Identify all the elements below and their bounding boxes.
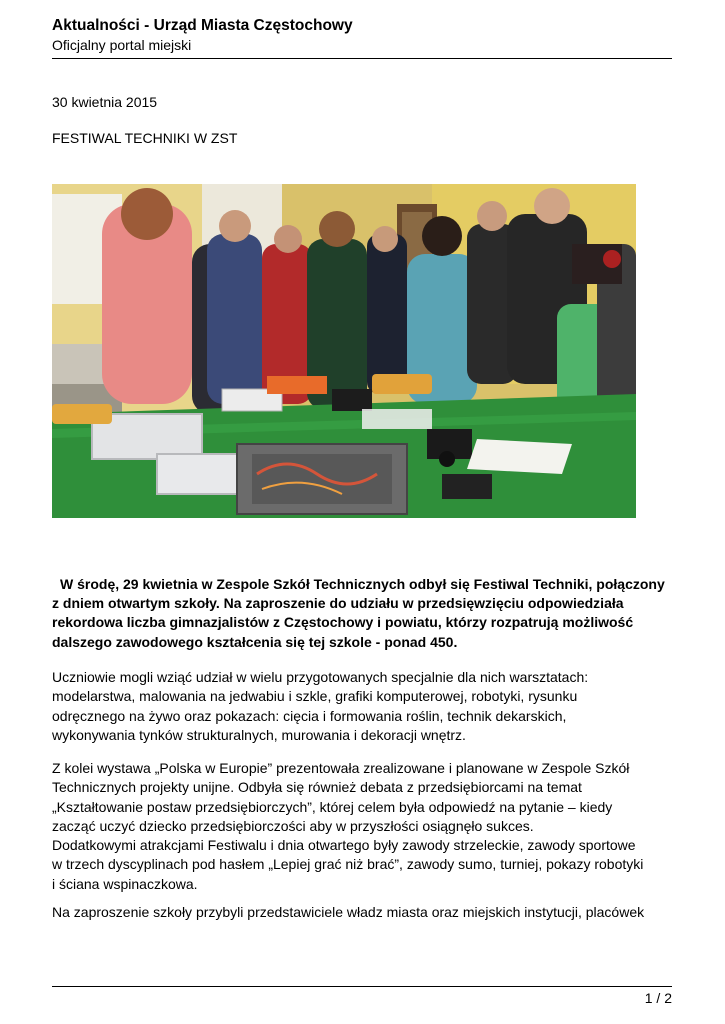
paragraph-line: Na zaproszenie szkoły przybyli przedstawiciele władz miasta oraz miejskich instytucji, placówek	[52, 904, 645, 920]
paragraph-line: Dodatkowymi atrakcjami Festiwalu i dnia otwartego były zawody strzeleckie, zawody sportowe	[52, 837, 636, 854]
article-date: 30 kwietnia 2015	[52, 94, 158, 110]
paragraph-line: odręcznego na żywo oraz pokazach: cięcia i formowania roślin, technik dekarskich,	[52, 707, 567, 724]
article-photo	[52, 184, 636, 518]
paragraph-line: zacząć uczyć dziecko przedsiębiorczości aby w przyszłości osiągnęło sukces.	[52, 817, 534, 834]
paragraph-line: „Kształtowanie postaw przedsiębiorczych”, której celem była odpowiedź na pytanie – kiedy	[52, 798, 613, 815]
article-paragraph-3	[52, 903, 677, 922]
article-lead: W środę, 29 kwietnia w Zespole Szkół Technicznych odbył się Festiwal Techniki, połączony z dniem otwartym szkoły. Na zaproszenie do udziału w przedsięwzięciu odpowiedziała rekordowa liczba gimnazjalistów z Częstochowy i powiatu, którzy rozpatrują możliwość dalszego zawodowego kształcenia się tej szkole - ponad 450.	[52, 576, 665, 650]
paragraph-line: modelarstwa, malowania na jedwabiu i szkle, grafiki komputerowej, robotyki, rysunku	[52, 688, 578, 705]
footer-divider	[52, 986, 672, 987]
paragraph-line: w trzech dyscyplinach pod hasłem „Lepiej grać niż brać”, zawody sumo, turniej, pokazy robotyki	[52, 856, 644, 873]
page-number: 1 / 2	[644, 990, 672, 1006]
paragraph-line: Uczniowie mogli wziąć udział w wielu przygotowanych specjalnie dla nich warsztatach:	[52, 669, 589, 685]
paragraph-line: wykonywania tynków strukturalnych, murowania i dekoracji wnętrz.	[52, 726, 466, 743]
page-header	[52, 16, 672, 55]
site-title: Aktualności - Urząd Miasta Częstochowy	[52, 17, 353, 34]
article-headline: FESTIWAL TECHNIKI W ZST	[52, 130, 238, 146]
paragraph-line: Z kolei wystawa „Polska w Europie” prezentowała zrealizowane i planowane w Zespole Szkół	[52, 760, 630, 776]
site-subtitle: Oficjalny portal miejski	[52, 37, 192, 53]
paragraph-line: i ściana wspinaczkowa.	[52, 875, 198, 892]
article-paragraph-2	[52, 759, 677, 894]
header-divider	[52, 58, 672, 59]
article-paragraph-1	[52, 668, 677, 745]
paragraph-line: Technicznych projekty unijne. Odbyła się również debata z przedsiębiorcami na temat	[52, 779, 582, 796]
